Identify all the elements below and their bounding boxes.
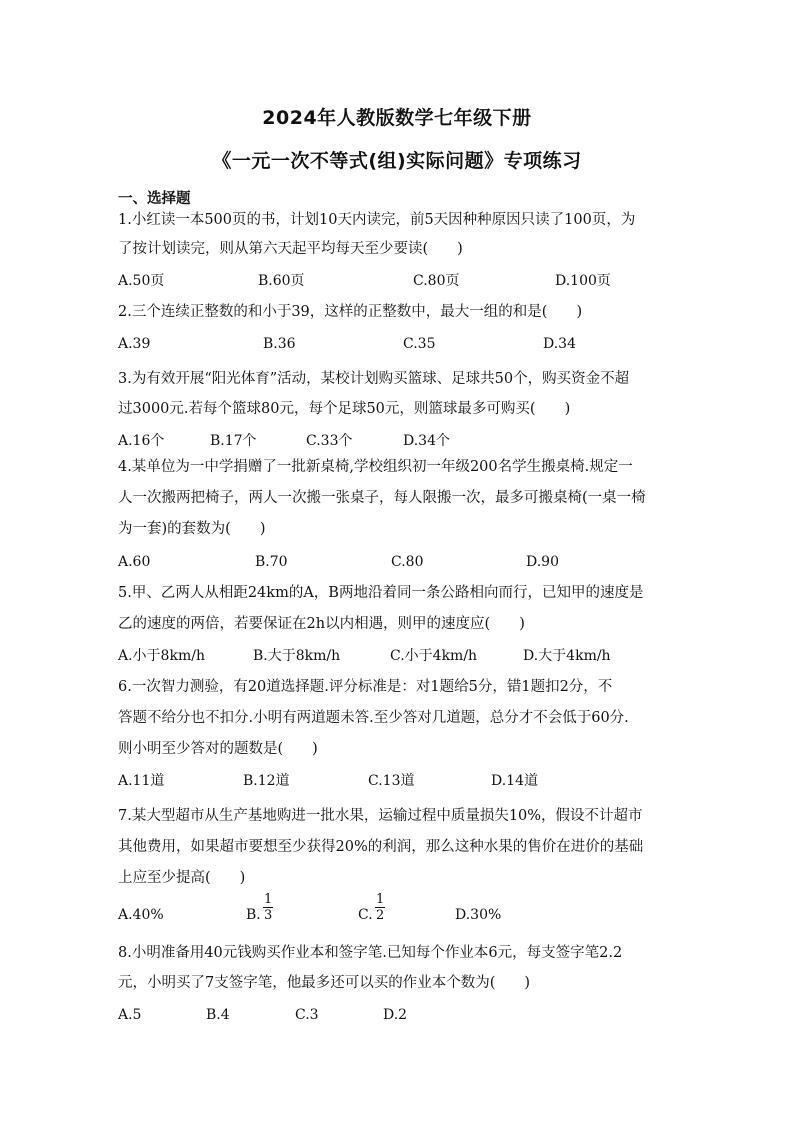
option-b[interactable]: B.70 xyxy=(255,554,288,570)
option-d[interactable]: D.30% xyxy=(455,907,502,923)
question-1-line-1: 1.小红读一本500页的书，计划10天内读完，前5天因种种原因只读了100页，为 xyxy=(118,212,636,228)
question-6-line-3: 则小明至少答对的题数是( ) xyxy=(118,741,318,757)
option-a[interactable]: A.小于8km/h xyxy=(118,648,205,664)
option-b[interactable]: B.12道 xyxy=(243,773,290,789)
question-7-line-2: 其他费用，如果超市要想至少获得20%的利润，那么这种水果的售价在进价的基础 xyxy=(118,839,644,855)
fraction-denominator: 2 xyxy=(376,908,385,923)
option-a[interactable]: A.60 xyxy=(118,554,151,570)
option-b[interactable]: B. xyxy=(246,907,261,923)
option-d[interactable]: D.100页 xyxy=(555,273,611,289)
question-4-line-2: 人一次搬两把椅子，两人一次搬一张桌子，每人限搬一次，最多可搬桌椅(一桌一椅 xyxy=(118,490,646,506)
option-b[interactable]: B.36 xyxy=(263,336,296,352)
question-3-line-1: 3.为有效开展“阳光体育”活动，某校计划购买篮球、足球共50个，购买资金不超 xyxy=(118,371,630,387)
question-4-line-3: 为一套)的套数为( ) xyxy=(118,521,266,537)
option-d[interactable]: D.34 xyxy=(543,336,576,352)
fraction-numerator: 1 xyxy=(376,892,385,907)
option-d[interactable]: D.90 xyxy=(526,554,559,570)
option-c[interactable]: C.小于4km/h xyxy=(390,648,478,664)
question-5-options xyxy=(118,646,698,666)
question-4-line-1: 4.某单位为一中学捐赠了一批新桌椅,学校组织初一年级200名学生搬桌椅.规定一 xyxy=(118,459,633,475)
option-a[interactable]: A.11道 xyxy=(118,773,165,789)
option-a[interactable]: A.5 xyxy=(118,1007,142,1023)
question-8-options xyxy=(118,1005,698,1025)
document-subtitle: 《一元一次不等式(组)实际问题》专项练习 xyxy=(212,150,582,172)
option-c[interactable]: C.13道 xyxy=(368,773,415,789)
question-5-line-2: 乙的速度的两倍，若要保证在2h以内相遇，则甲的速度应( ) xyxy=(118,616,525,632)
option-b-fraction xyxy=(263,892,273,923)
question-3-line-2: 过3000元.若每个篮球80元，每个足球50元，则篮球最多可购买( ) xyxy=(118,401,571,417)
option-a[interactable]: A.40% xyxy=(118,907,164,923)
question-3-options xyxy=(118,431,698,451)
option-a[interactable]: A.39 xyxy=(118,336,151,352)
fraction-numerator: 1 xyxy=(264,892,273,907)
option-a[interactable]: A.16个 xyxy=(118,433,165,449)
question-6-line-2: 答题不给分也不扣分.小明有两道题未答.至少答对几道题，总分才不会低于60分. xyxy=(118,710,629,726)
option-b[interactable]: B.17个 xyxy=(210,433,257,449)
question-1-line-2: 了按计划读完，则从第六天起平均每天至少要读( ) xyxy=(118,241,463,257)
question-7-options xyxy=(118,892,698,925)
question-1-options xyxy=(118,271,698,291)
option-c[interactable]: C.35 xyxy=(403,336,436,352)
question-4-options xyxy=(118,552,698,572)
document-title: 2024年人教版数学七年级下册 xyxy=(262,107,532,129)
question-8-line-1: 8.小明准备用40元钱购买作业本和签字笔.已知每个作业本6元，每支签字笔2.2 xyxy=(118,945,623,961)
section-heading: 一、选择题 xyxy=(118,191,191,207)
option-b[interactable]: B.大于8km/h xyxy=(253,648,341,664)
option-c[interactable]: C.80 xyxy=(391,554,424,570)
option-c[interactable]: C.3 xyxy=(295,1007,319,1023)
question-5-line-1: 5.甲、乙两人从相距24km的A，B两地沿着同一条公路相向而行，已知甲的速度是 xyxy=(118,585,644,601)
option-d[interactable]: D.大于4km/h xyxy=(523,648,611,664)
option-d[interactable]: D.2 xyxy=(383,1007,408,1023)
question-2-line-1: 2.三个连续正整数的和小于39，这样的正整数中，最大一组的和是( ) xyxy=(118,304,583,320)
question-6-options xyxy=(118,771,698,791)
option-c[interactable]: C.33个 xyxy=(306,433,353,449)
option-c[interactable]: C.80页 xyxy=(413,273,460,289)
fraction-denominator: 3 xyxy=(264,908,273,923)
option-b[interactable]: B.4 xyxy=(206,1007,230,1023)
option-c[interactable]: C. xyxy=(358,907,373,923)
question-8-line-2: 元，小明买了7支签字笔，他最多还可以买的作业本个数为( ) xyxy=(118,975,531,991)
question-2-options xyxy=(118,334,698,354)
question-6-line-1: 6.一次智力测验，有20道选择题.评分标准是：对1题给5分，错1题扣2分，不 xyxy=(118,679,613,695)
option-c-fraction xyxy=(375,892,385,923)
option-d[interactable]: D.14道 xyxy=(491,773,538,789)
option-d[interactable]: D.34个 xyxy=(403,433,450,449)
question-7-line-3: 上应至少提高( ) xyxy=(118,870,246,886)
option-b[interactable]: B.60页 xyxy=(258,273,305,289)
question-7-line-1: 7.某大型超市从生产基地购进一批水果，运输过程中质量损失10%，假设不计超市 xyxy=(118,808,643,824)
option-a[interactable]: A.50页 xyxy=(118,273,165,289)
